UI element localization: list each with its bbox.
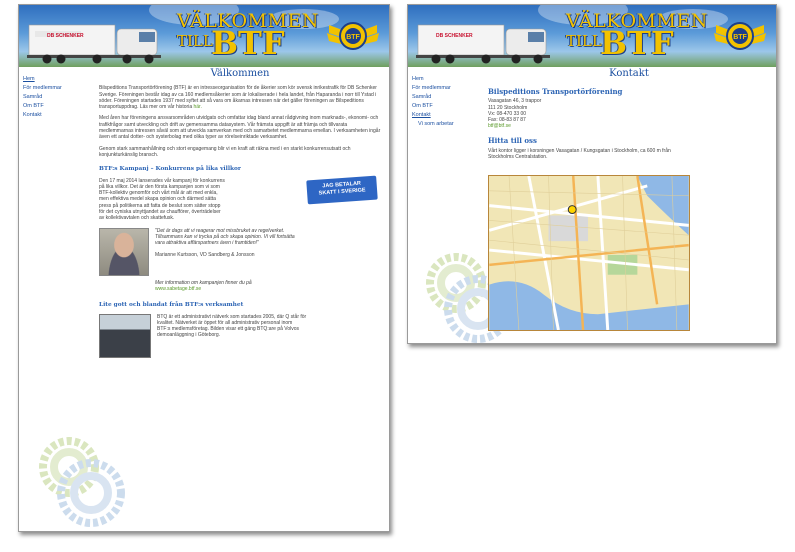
portrait-photo [99, 228, 149, 276]
badge-line1: JAG BETALAR [322, 180, 362, 189]
fax-number: Fax: 08-83 87 87 [488, 117, 526, 124]
history-link[interactable]: här. [193, 104, 202, 111]
btf-logo-icon[interactable] [714, 11, 766, 61]
intro-text: Bilspeditions Transportörförening (BTF) är en intresseorganisation för de åkerier som kör svensk inrikestrafik för DB Schenker Sverige. Föreningen består idag av ca 160 medlemsåkerier som är lokaliserade i hela landet, från Haparanda i norr till Ystad i söder. Föreningen startades 1937 med syftet att så vara om åkarnas intressen när det gäller föreningen av Bilspeditions transportuppdrag. Läs mer om vår historia [99, 85, 377, 111]
nav-item-samrad[interactable]: Samråd [23, 94, 43, 100]
nav-item-om-btf[interactable]: Om BTF [412, 103, 433, 109]
intro-paragraph [99, 85, 381, 110]
nav-item-kontakt[interactable]: Kontakt [412, 112, 431, 118]
phone-number: Vx: 08-470 33 00 [488, 110, 527, 117]
truck-image [27, 17, 167, 65]
btq-heading: Lite gott och blandat från BTF:s verksamhet [99, 302, 244, 309]
btf-logo-icon[interactable] [327, 11, 379, 61]
group-photo [99, 314, 151, 358]
site-banner [19, 5, 389, 67]
home-page-screenshot [18, 4, 390, 532]
truck-brand-text: DB SCHENKER [47, 33, 84, 39]
contact-page-screenshot [407, 4, 777, 344]
campaign-badge-image[interactable] [306, 175, 378, 204]
badge-line2: SKATT I SVERIGE [318, 186, 366, 197]
logo-text: BTF [733, 34, 747, 41]
welcome-brand: BTF [600, 24, 674, 62]
nav-item-om-btf[interactable]: Om BTF [23, 103, 44, 109]
more-info-link-row [155, 286, 381, 292]
find-us-heading: Hitta till oss [488, 136, 537, 146]
quote-author: Marianne Kurtsson, VD Sandberg & Jonsson [155, 251, 255, 258]
email-link[interactable]: btf@btf.se [488, 123, 511, 130]
campaign-paragraph: Den 17 maj 2014 lanserades vår kampanj för konkurrens på lika villkor. Det är den första kampanjen som vi som BTF-kollektiv genomför och vårt mål är att med enkla, men effektiva medel skapa opinion och därmed sätta press på politikerna att fatta de beslut som sätter stopp för det cyniska utnyttjandet av chaufförer, överträdelser av kollektivavtalen och skattefusk. [99, 177, 225, 222]
page-title: Kontakt [609, 68, 649, 79]
nav-item-kontakt[interactable]: Kontakt [23, 112, 42, 118]
campaign-website-link[interactable]: www.sabetage.btf.se [155, 285, 202, 292]
campaign-heading: BTF:s Kampanj – Konkurrens på lika villkor [99, 166, 241, 173]
gears-decoration-icon [29, 427, 139, 532]
welcome-title [177, 10, 319, 66]
main-content [99, 68, 381, 358]
btq-section [99, 314, 381, 358]
site-banner [408, 5, 776, 67]
address-line1: Vasagatan 46, 3 trappor [488, 98, 542, 105]
truck-brand-text: DB SCHENKER [436, 33, 473, 39]
quote-text: "Det är dags att vi reagerar mot missbruket av regelverket. Tillsammans kan vi trycka på och skapa opinion. Vi vill fortsätta vara attraktiva affärspartners även i framtiden!" [155, 227, 295, 247]
welcome-line1: VÄLKOMMEN [566, 10, 708, 32]
nav-item-hem[interactable]: Hem [23, 76, 35, 82]
nav-item-samrad[interactable]: Samråd [412, 94, 432, 100]
welcome-brand: BTF [211, 24, 285, 62]
org-name: Bilspeditions Transportörförening [488, 87, 623, 97]
welcome-line1: VÄLKOMMEN [177, 10, 319, 32]
quote-section [99, 228, 381, 276]
logo-text: BTF [346, 34, 360, 41]
truck-image [416, 17, 556, 65]
nav-item-hem[interactable]: Hem [412, 76, 424, 82]
welcome-title [566, 10, 708, 66]
sidebar-nav [23, 75, 93, 120]
sidebar-nav [412, 75, 482, 129]
find-us-paragraph: Vårt kontor ligger i korsningen Vasagatan / Kungsgatan i Stockholm, ca 600 m från Stockholms Centralstation. [488, 147, 671, 160]
nav-item-for-medlemmar[interactable]: För medlemmar [23, 85, 62, 91]
unity-paragraph: Genom stark sammanhållning och stort engagemang blir vi en kraft att räkna med i en starkt konkurrensutsatt och konjunkturkänslig bransch. [99, 145, 351, 158]
responsibility-paragraph: Med åren har föreningens ansvarsområden utvidgats och omfattar idag bland annat rådgivning inom marknads-, ekonomi- och trafikfrågor samt utveckling och drift av gemensamma datasystem. Vår främsta uppgift är att främja och tillvarata medlemmarnas intressen såväl som att utveckla samverkan med och samarbetet medlemmarna emellan. I verksamheten ingår även ett antal dotter- och systerbolag med olika typer av rörelseinriktade verksamhet. [99, 115, 381, 141]
welcome-line2: TILL [566, 32, 602, 50]
address-line2: 111 20 Stockholm [488, 104, 528, 111]
welcome-line2: TILL [177, 32, 213, 50]
campaign-section [99, 178, 381, 222]
street-map[interactable] [488, 175, 690, 331]
btq-paragraph: BTQ är ett administrativt nätverk som startades 2005, där Q står för kvalitet. Nätverket är öppet för all administrativ personal inom BTF:s medlemsföretag. Bilden visar ett gäng BTQ:are på Volvos demoanläggning i Göteborg. [157, 313, 307, 339]
page-title: Välkommen [210, 68, 270, 79]
more-info-text: Mer information om kampanjen finner du på [155, 279, 252, 286]
contact-content [488, 68, 770, 160]
nav-item-vi-som-arbetar[interactable]: Vi som arbetar [418, 121, 454, 127]
nav-item-for-medlemmar[interactable]: För medlemmar [412, 85, 451, 91]
